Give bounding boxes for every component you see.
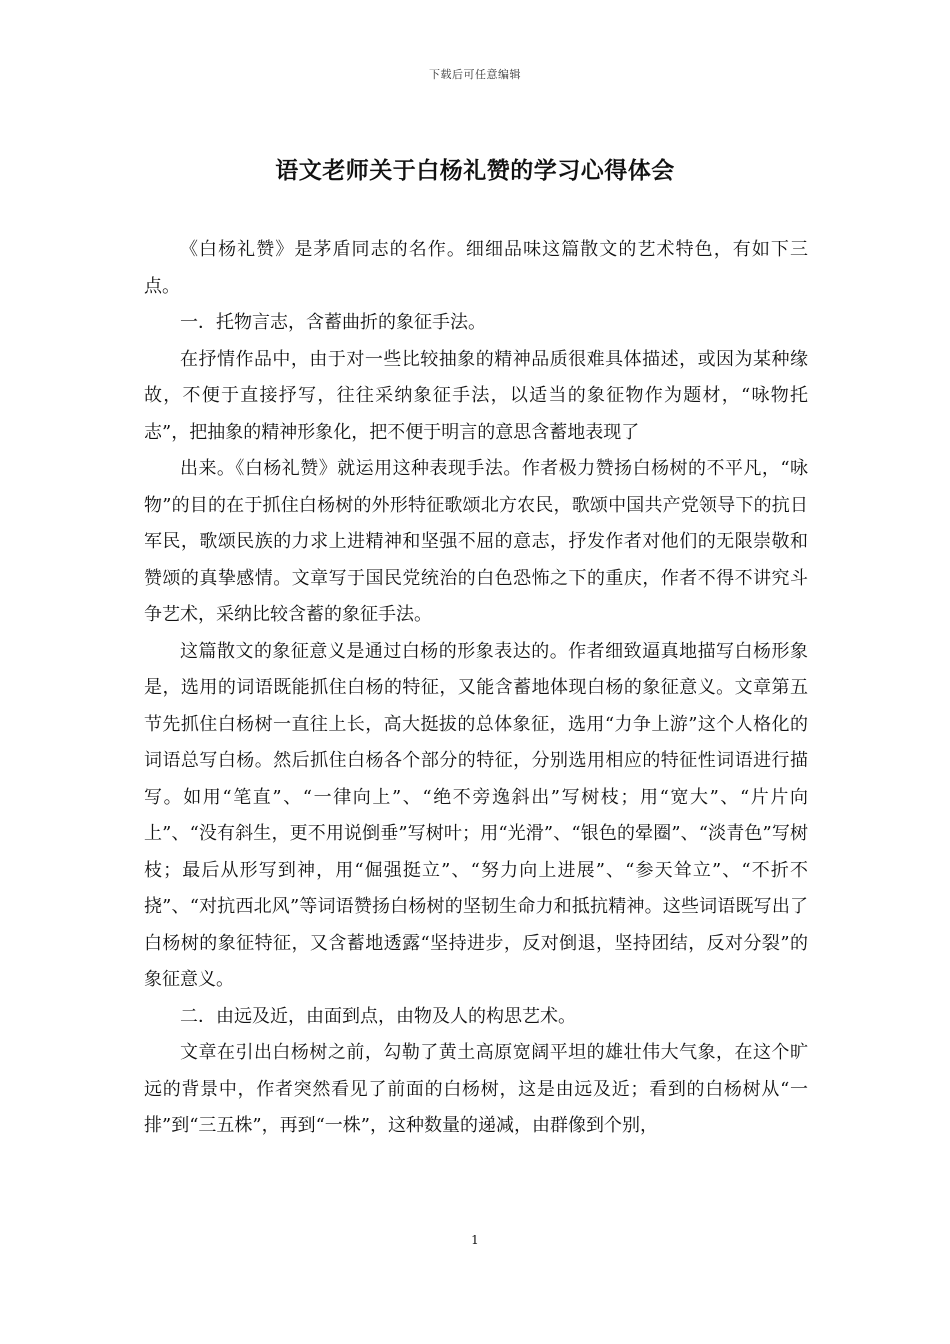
page-number: 1	[471, 1233, 479, 1247]
paragraph: 出来。《白杨礼赞》就运用这种表现手法。作者极力赞扬白杨树的不平凡，“咏物”的目的在于抓住白杨树的外形特征歌颂北方农民，歌颂中国共产党领导下的抗日军民，歌颂民族的力求上进精神和坚强不屈的意志，抒发作者对他们的无限崇敬和赞颂的真挚感情。文章写于国民党统治的白色恐怖之下的重庆，作者不得不讲究斗争艺术，采纳比较含蓄的象征手法。	[144, 458, 808, 625]
paragraph: 二．由远及近，由面到点，由物及人的构思艺术。	[180, 1005, 576, 1027]
paragraph: 文章在引出白杨树之前，勾勒了黄土高原宽阔平坦的雄壮伟大气象，在这个旷远的背景中，作者突然看见了前面的白杨树，这是由远及近；看到的白杨树从“一排”到“三五株”，再到“一株”，这种数量的递减，由群像到个别，	[144, 1042, 808, 1136]
document-body	[144, 232, 808, 1145]
paragraph: 这篇散文的象征意义是通过白杨的形象表达的。作者细致逼真地描写白杨形象是，选用的词语既能抓住白杨的特征，又能含蓄地体现白杨的象征意义。文章第五节先抓住白杨树一直往上长，高大挺拔的总体象征，选用“力争上游”这个人格化的词语总写白杨。然后抓住白杨各个部分的特征，分别选用相应的特征性词语进行描写。如用“笔直”、“一律向上”、“绝不旁逸斜出”写树枝；用“宽大”、“片片向上”、“没有斜生，更不用说倒垂”写树叶；用“光滑”、“银色的晕圈”、“淡青色”写树枝；最后从形写到神，用“倔强挺立”、“努力向上进展”、“参天耸立”、“不折不挠”、“对抗西北风”等词语赞扬白杨树的坚韧生命力和抵抗精神。这些词语既写出了白杨树的象征特征，又含蓄地透露“坚持进步，反对倒退，坚持团结，反对分裂”的象征意义。	[144, 640, 808, 990]
paragraph: 在抒情作品中，由于对一些比较抽象的精神品质很难具体描述，或因为某种缘故，不便于直接抒写，往往采纳象征手法，以适当的象征物作为题材，“咏物托志”，把抽象的精神形象化，把不便于明言的意思含蓄地表现了	[144, 348, 808, 443]
header-note: 下载后可任意编辑	[429, 68, 521, 81]
paragraph: 《白杨礼赞》是茅盾同志的名作。细细品味这篇散文的艺术特色，有如下三点。	[144, 239, 808, 297]
paragraph: 一．托物言志，含蓄曲折的象征手法。	[180, 312, 486, 333]
document-title: 语文老师关于白杨礼赞的学习心得体会	[275, 157, 675, 184]
